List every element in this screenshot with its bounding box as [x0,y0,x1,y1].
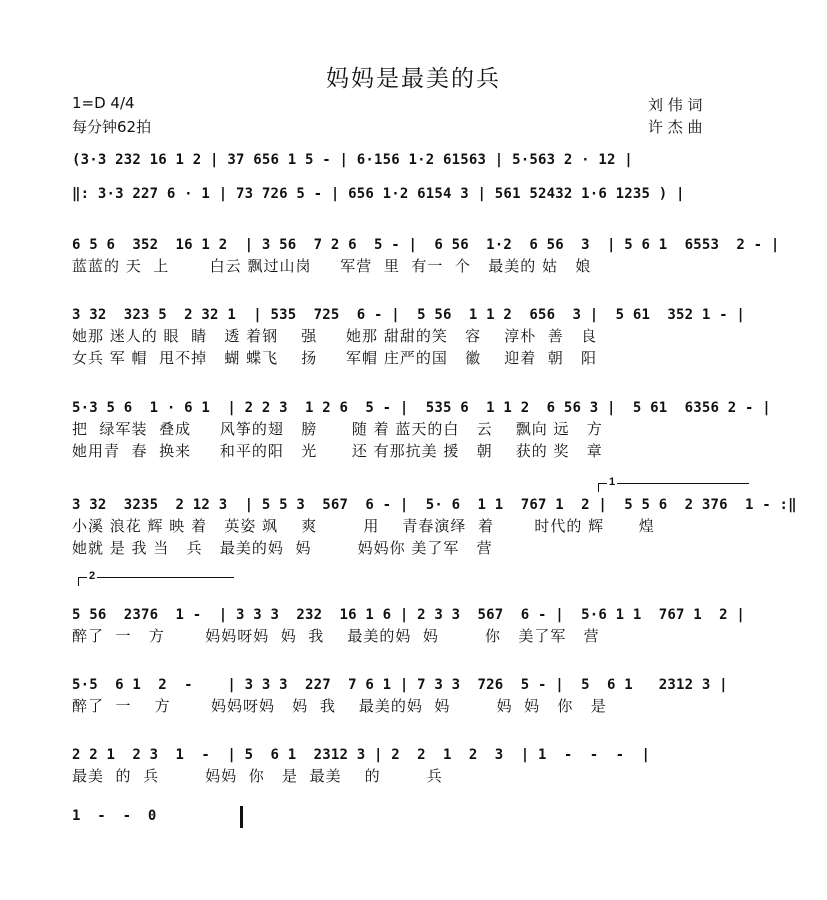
notation-line: 3 32 323 5 2 32 1 | 535 725 6 - | 5 56 1 1 2 656 3 | 5 61 352 1 - | [72,307,746,323]
interlude-row [72,184,762,204]
notation-line: 6 5 6 352 16 1 2 | 3 56 7 2 6 5 - | 6 56 1·2 6 56 3 | 5 6 1 6553 2 - | [72,237,780,253]
final-barline [240,806,243,828]
notation-line: 5 56 2376 1 - | 3 3 3 232 16 1 6 | 2 3 3 567 6 - | 5·6 1 1 767 1 2 | [72,607,746,623]
chorus-row [72,675,762,717]
chorus-row [72,605,762,647]
intro-row [72,150,762,170]
notation-line: (3·3 232 16 1 2 | 37 656 1 5 - | 6·156 1·2 61563 | 5·563 2 · 12 | [72,152,633,168]
verse-row [72,495,797,559]
composer-credit: 许 杰 曲 [648,118,703,136]
volta-bracket-1 [598,476,749,492]
lyric-line: 把 绿军装 叠成 风筝的翅 膀 随 着 蓝天的白 云 飘向 远 方 [72,420,603,438]
notation-line: 3 32 3235 2 12 3 | 5 5 3 567 6 - | 5· 6 1 1 767 1 2 | 5 5 6 2 376 1 - :‖ [72,497,797,513]
lyric-line: 醉了 一 方 妈妈呀妈 妈 我 最美的妈 妈 你 美了军 营 [72,627,600,645]
lyric-line: 她就 是 我 当 兵 最美的妈 妈 妈妈你 美了军 营 [72,539,493,557]
verse-row [72,235,780,277]
lyric-line: 最美 的 兵 妈妈 你 是 最美 的 兵 [72,767,443,785]
lyric-line: 醉了 一 方 妈妈呀妈 妈 我 最美的妈 妈 妈 妈 你 是 [72,697,607,715]
lyric-line: 蓝蓝的 天 上 白云 飘过山岗 军营 里 有一 个 最美的 姑 娘 [72,257,592,275]
lyricist-credit: 刘 伟 词 [648,96,703,114]
notation-line: 5·5 6 1 2 - | 3 3 3 227 7 6 1 | 7 3 3 726 5 - | 5 6 1 2312 3 | [72,677,728,693]
volta-number: 2 [89,570,96,582]
lyric-line: 小溪 浪花 辉 映 着 英姿 飒 爽 用 青春演绎 着 时代的 辉 煌 [72,517,655,535]
notation-line: 5·3 5 6 1 · 6 1 | 2 2 3 1 2 6 5 - | 535 6 1 1 2 6 56 3 | 5 61 6356 2 - | [72,400,771,416]
tempo-marking: 每分钟62拍 [72,118,152,136]
notation-line: 2 2 1 2 3 1 - | 5 6 1 2312 3 | 2 2 1 2 3 | 1 - - - | [72,747,651,763]
volta-number: 1 [609,476,616,488]
song-title: 妈妈是最美的兵 [326,66,501,92]
lyric-line: 她用青 春 换来 和平的阳 光 还 有那抗美 援 朝 获的 奖 章 [72,442,603,460]
notation-line: ‖: 3·3 227 6 · 1 | 73 726 5 - | 656 1·2 6154 3 | 561 52432 1·6 1235 ) | [72,186,685,202]
verse-row [72,398,771,462]
key-signature: 1=D 4/4 [72,94,135,112]
lyric-line: 女兵 军 帽 甩不掉 蝴 蝶飞 扬 军帽 庄严的国 徽 迎着 朝 阳 [72,349,598,367]
volta-bracket-2 [78,570,234,586]
verse-row [72,305,762,369]
lyric-line: 她那 迷人的 眼 睛 透 着钢 强 她那 甜甜的笑 容 淳朴 善 良 [72,327,598,345]
final-notes: 1 - - 0 [72,808,157,824]
ending-row [72,745,762,787]
